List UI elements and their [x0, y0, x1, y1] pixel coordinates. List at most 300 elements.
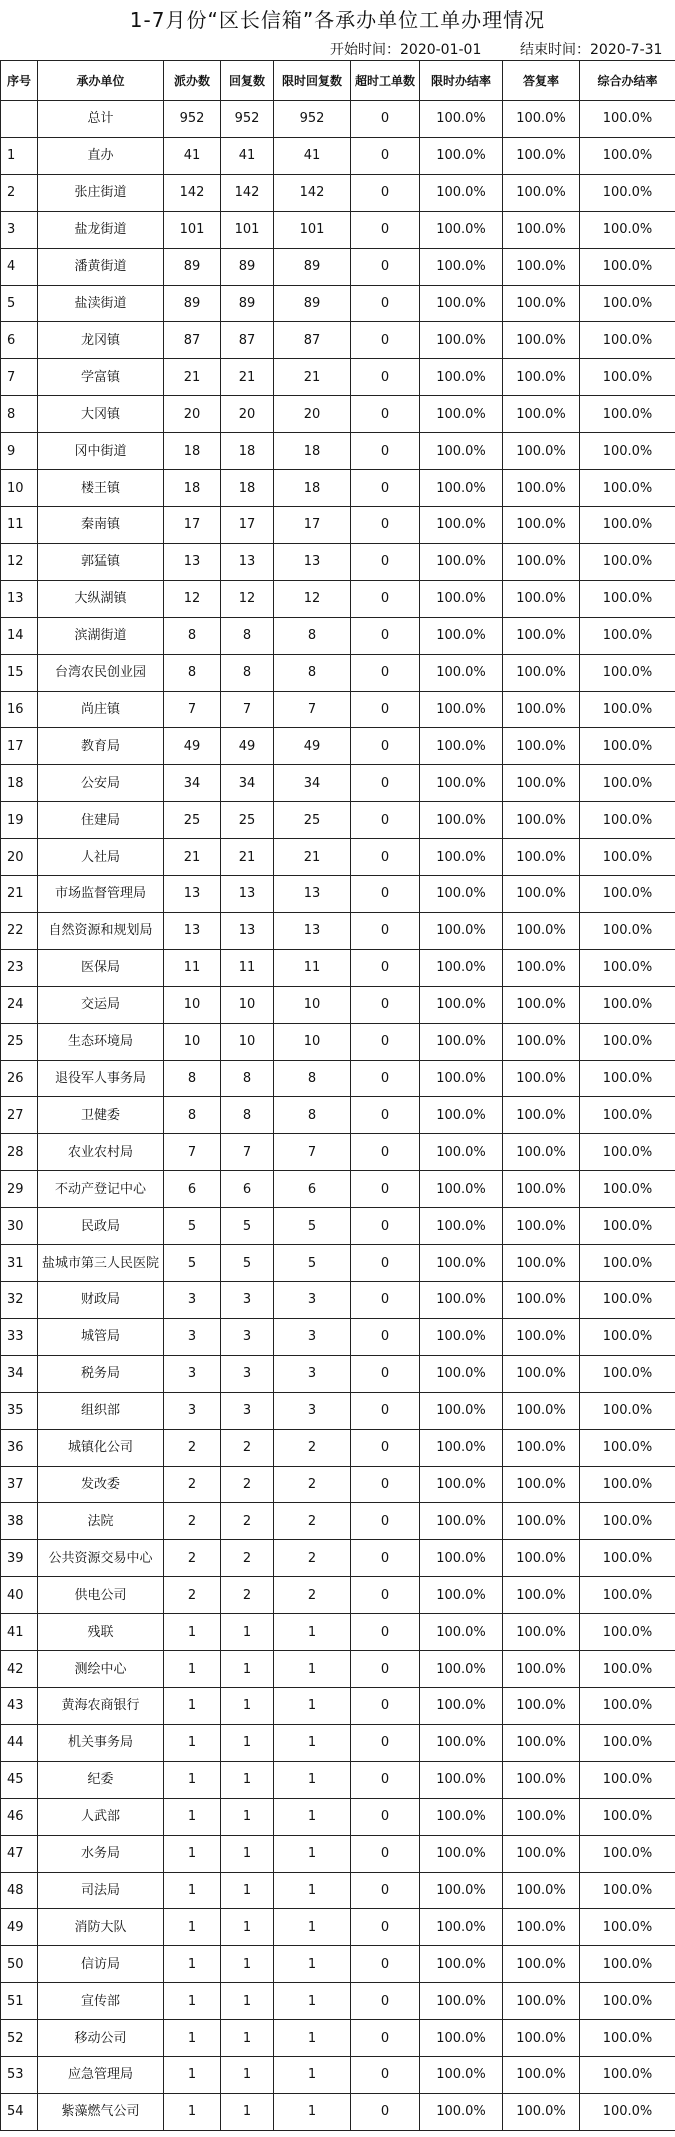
cell-timely-completion-rate: 100.0% — [420, 1540, 503, 1577]
cell-replied: 21 — [221, 839, 274, 876]
cell-index: 21 — [1, 876, 38, 913]
cell-replied: 89 — [221, 248, 274, 285]
table-body — [1, 101, 675, 2131]
cell-reply-rate: 100.0% — [503, 101, 580, 138]
cell-timely-replied: 1 — [274, 1983, 351, 2020]
table-row — [1, 1245, 675, 1282]
cell-timely-completion-rate: 100.0% — [420, 1503, 503, 1540]
cell-timely-replied: 1 — [274, 1872, 351, 1909]
cell-reply-rate: 100.0% — [503, 1724, 580, 1761]
cell-reply-rate: 100.0% — [503, 137, 580, 174]
cell-replied: 952 — [221, 101, 274, 138]
cell-replied: 3 — [221, 1355, 274, 1392]
cell-timely-replied: 41 — [274, 137, 351, 174]
cell-overdue: 0 — [351, 1724, 420, 1761]
cell-timely-replied: 5 — [274, 1208, 351, 1245]
cell-replied: 2 — [221, 1466, 274, 1503]
cell-replied: 1 — [221, 2057, 274, 2094]
table-row — [1, 543, 675, 580]
cell-overall-completion-rate: 100.0% — [580, 543, 675, 580]
cell-replied: 2 — [221, 1577, 274, 1614]
cell-replied: 8 — [221, 1060, 274, 1097]
cell-overall-completion-rate: 100.0% — [580, 1171, 675, 1208]
cell-timely-replied: 49 — [274, 728, 351, 765]
cell-replied: 10 — [221, 986, 274, 1023]
cell-replied: 2 — [221, 1540, 274, 1577]
table-row — [1, 1097, 675, 1134]
cell-overall-completion-rate: 100.0% — [580, 322, 675, 359]
cell-overall-completion-rate: 100.0% — [580, 1503, 675, 1540]
cell-index: 10 — [1, 470, 38, 507]
cell-overdue: 0 — [351, 1651, 420, 1688]
cell-timely-replied: 13 — [274, 543, 351, 580]
cell-timely-replied: 3 — [274, 1318, 351, 1355]
cell-unit: 自然资源和规划局 — [38, 912, 164, 949]
cell-timely-completion-rate: 100.0% — [420, 174, 503, 211]
cell-replied: 5 — [221, 1245, 274, 1282]
cell-index: 9 — [1, 433, 38, 470]
cell-index: 40 — [1, 1577, 38, 1614]
cell-index: 53 — [1, 2057, 38, 2094]
workorder-table — [0, 60, 675, 2131]
cell-replied: 13 — [221, 876, 274, 913]
cell-dispatched: 1 — [164, 2020, 221, 2057]
cell-overdue: 0 — [351, 802, 420, 839]
cell-timely-completion-rate: 100.0% — [420, 654, 503, 691]
cell-timely-replied: 3 — [274, 1282, 351, 1319]
cell-dispatched: 20 — [164, 396, 221, 433]
table-row — [1, 765, 675, 802]
cell-dispatched: 6 — [164, 1171, 221, 1208]
cell-timely-completion-rate: 100.0% — [420, 802, 503, 839]
col-header-timely-completion-rate: 限时办结率 — [420, 61, 503, 101]
cell-overall-completion-rate: 100.0% — [580, 912, 675, 949]
cell-unit: 学富镇 — [38, 359, 164, 396]
cell-unit: 移动公司 — [38, 2020, 164, 2057]
cell-dispatched: 21 — [164, 839, 221, 876]
cell-overall-completion-rate: 100.0% — [580, 211, 675, 248]
report-title: 1-7月份“区长信箱”各承办单位工单办理情况 — [129, 8, 546, 32]
cell-timely-completion-rate: 100.0% — [420, 396, 503, 433]
cell-timely-replied: 101 — [274, 211, 351, 248]
cell-dispatched: 8 — [164, 654, 221, 691]
cell-unit: 组织部 — [38, 1392, 164, 1429]
cell-reply-rate: 100.0% — [503, 1060, 580, 1097]
cell-unit: 滨湖街道 — [38, 617, 164, 654]
cell-unit: 龙冈镇 — [38, 322, 164, 359]
table-row — [1, 876, 675, 913]
cell-replied: 2 — [221, 1503, 274, 1540]
cell-reply-rate: 100.0% — [503, 654, 580, 691]
cell-replied: 18 — [221, 470, 274, 507]
start-time: 开始时间：2020-01-01 — [330, 42, 482, 58]
cell-replied: 8 — [221, 1097, 274, 1134]
cell-reply-rate: 100.0% — [503, 876, 580, 913]
cell-timely-completion-rate: 100.0% — [420, 137, 503, 174]
cell-timely-replied: 8 — [274, 1060, 351, 1097]
cell-timely-completion-rate: 100.0% — [420, 1798, 503, 1835]
cell-timely-replied: 1 — [274, 1909, 351, 1946]
col-header-overdue: 超时工单数 — [351, 61, 420, 101]
cell-dispatched: 8 — [164, 1060, 221, 1097]
cell-timely-replied: 12 — [274, 580, 351, 617]
cell-reply-rate: 100.0% — [503, 1687, 580, 1724]
cell-replied: 20 — [221, 396, 274, 433]
cell-overdue: 0 — [351, 1687, 420, 1724]
cell-unit: 供电公司 — [38, 1577, 164, 1614]
cell-overdue: 0 — [351, 1097, 420, 1134]
cell-replied: 11 — [221, 949, 274, 986]
table-row — [1, 617, 675, 654]
cell-reply-rate: 100.0% — [503, 691, 580, 728]
cell-index: 25 — [1, 1023, 38, 1060]
cell-dispatched: 7 — [164, 691, 221, 728]
cell-index: 17 — [1, 728, 38, 765]
cell-replied: 1 — [221, 1724, 274, 1761]
table-row — [1, 1761, 675, 1798]
cell-reply-rate: 100.0% — [503, 912, 580, 949]
cell-dispatched: 2 — [164, 1577, 221, 1614]
cell-reply-rate: 100.0% — [503, 1909, 580, 1946]
cell-reply-rate: 100.0% — [503, 2020, 580, 2057]
cell-overall-completion-rate: 100.0% — [580, 654, 675, 691]
cell-timely-completion-rate: 100.0% — [420, 1429, 503, 1466]
cell-timely-completion-rate: 100.0% — [420, 359, 503, 396]
cell-overall-completion-rate: 100.0% — [580, 1651, 675, 1688]
cell-timely-replied: 5 — [274, 1245, 351, 1282]
cell-replied: 41 — [221, 137, 274, 174]
cell-index: 19 — [1, 802, 38, 839]
cell-replied: 13 — [221, 912, 274, 949]
cell-dispatched: 3 — [164, 1392, 221, 1429]
cell-overall-completion-rate: 100.0% — [580, 617, 675, 654]
cell-dispatched: 8 — [164, 1097, 221, 1134]
cell-timely-completion-rate: 100.0% — [420, 1282, 503, 1319]
table-row — [1, 1134, 675, 1171]
cell-timely-completion-rate: 100.0% — [420, 248, 503, 285]
cell-index: 27 — [1, 1097, 38, 1134]
cell-overdue: 0 — [351, 728, 420, 765]
cell-timely-completion-rate: 100.0% — [420, 1687, 503, 1724]
cell-overall-completion-rate: 100.0% — [580, 506, 675, 543]
cell-timely-completion-rate: 100.0% — [420, 580, 503, 617]
cell-overall-completion-rate: 100.0% — [580, 1614, 675, 1651]
cell-replied: 8 — [221, 617, 274, 654]
cell-dispatched: 1 — [164, 1872, 221, 1909]
table-row — [1, 802, 675, 839]
cell-timely-replied: 1 — [274, 2093, 351, 2130]
cell-unit: 张庄街道 — [38, 174, 164, 211]
cell-unit: 教育局 — [38, 728, 164, 765]
cell-unit: 大纵湖镇 — [38, 580, 164, 617]
cell-reply-rate: 100.0% — [503, 1761, 580, 1798]
cell-dispatched: 7 — [164, 1134, 221, 1171]
table-row — [1, 728, 675, 765]
cell-index: 37 — [1, 1466, 38, 1503]
cell-index: 28 — [1, 1134, 38, 1171]
cell-index: 46 — [1, 1798, 38, 1835]
cell-dispatched: 3 — [164, 1318, 221, 1355]
cell-dispatched: 34 — [164, 765, 221, 802]
cell-timely-replied: 1 — [274, 1651, 351, 1688]
cell-reply-rate: 100.0% — [503, 1245, 580, 1282]
cell-unit: 宣传部 — [38, 1983, 164, 2020]
cell-overall-completion-rate: 100.0% — [580, 691, 675, 728]
cell-overall-completion-rate: 100.0% — [580, 359, 675, 396]
cell-reply-rate: 100.0% — [503, 580, 580, 617]
cell-index: 33 — [1, 1318, 38, 1355]
cell-unit: 应急管理局 — [38, 2057, 164, 2094]
cell-reply-rate: 100.0% — [503, 839, 580, 876]
cell-reply-rate: 100.0% — [503, 543, 580, 580]
cell-index — [1, 101, 38, 138]
cell-timely-completion-rate: 100.0% — [420, 322, 503, 359]
cell-timely-replied: 25 — [274, 802, 351, 839]
cell-reply-rate: 100.0% — [503, 949, 580, 986]
cell-index: 23 — [1, 949, 38, 986]
cell-replied: 21 — [221, 359, 274, 396]
cell-replied: 10 — [221, 1023, 274, 1060]
cell-unit: 司法局 — [38, 1872, 164, 1909]
table-row — [1, 137, 675, 174]
table-row — [1, 1466, 675, 1503]
col-header-overall-completion-rate: 综合办结率 — [580, 61, 675, 101]
cell-unit: 生态环境局 — [38, 1023, 164, 1060]
cell-dispatched: 87 — [164, 322, 221, 359]
cell-overall-completion-rate: 100.0% — [580, 1872, 675, 1909]
cell-timely-replied: 21 — [274, 839, 351, 876]
table-row — [1, 1909, 675, 1946]
cell-overall-completion-rate: 100.0% — [580, 174, 675, 211]
cell-dispatched: 12 — [164, 580, 221, 617]
cell-timely-replied: 1 — [274, 1687, 351, 1724]
cell-dispatched: 21 — [164, 359, 221, 396]
cell-unit: 冈中街道 — [38, 433, 164, 470]
cell-unit: 交运局 — [38, 986, 164, 1023]
cell-dispatched: 1 — [164, 1761, 221, 1798]
cell-timely-completion-rate: 100.0% — [420, 1392, 503, 1429]
cell-reply-rate: 100.0% — [503, 1946, 580, 1983]
cell-dispatched: 3 — [164, 1282, 221, 1319]
cell-replied: 2 — [221, 1429, 274, 1466]
cell-dispatched: 13 — [164, 912, 221, 949]
table-row — [1, 839, 675, 876]
cell-timely-replied: 1 — [274, 1761, 351, 1798]
cell-replied: 5 — [221, 1208, 274, 1245]
cell-dispatched: 18 — [164, 433, 221, 470]
cell-timely-completion-rate: 100.0% — [420, 1983, 503, 2020]
table-row — [1, 2057, 675, 2094]
cell-timely-replied: 1 — [274, 1835, 351, 1872]
cell-replied: 101 — [221, 211, 274, 248]
cell-timely-completion-rate: 100.0% — [420, 949, 503, 986]
cell-reply-rate: 100.0% — [503, 359, 580, 396]
cell-index: 31 — [1, 1245, 38, 1282]
cell-overall-completion-rate: 100.0% — [580, 1687, 675, 1724]
cell-index: 47 — [1, 1835, 38, 1872]
table-row — [1, 1171, 675, 1208]
col-header-replied: 回复数 — [221, 61, 274, 101]
cell-unit: 财政局 — [38, 1282, 164, 1319]
cell-timely-completion-rate: 100.0% — [420, 2093, 503, 2130]
cell-overdue: 0 — [351, 1983, 420, 2020]
table-row — [1, 1614, 675, 1651]
table-row — [1, 580, 675, 617]
cell-index: 2 — [1, 174, 38, 211]
cell-replied: 1 — [221, 2020, 274, 2057]
cell-reply-rate: 100.0% — [503, 1134, 580, 1171]
cell-overdue: 0 — [351, 322, 420, 359]
cell-replied: 1 — [221, 1614, 274, 1651]
total-row — [1, 101, 675, 138]
cell-reply-rate: 100.0% — [503, 1392, 580, 1429]
table-row — [1, 986, 675, 1023]
cell-replied: 3 — [221, 1392, 274, 1429]
cell-dispatched: 8 — [164, 617, 221, 654]
cell-timely-replied: 3 — [274, 1392, 351, 1429]
cell-dispatched: 10 — [164, 986, 221, 1023]
cell-dispatched: 5 — [164, 1245, 221, 1282]
cell-dispatched: 1 — [164, 1835, 221, 1872]
cell-overall-completion-rate: 100.0% — [580, 765, 675, 802]
cell-reply-rate: 100.0% — [503, 211, 580, 248]
cell-unit: 残联 — [38, 1614, 164, 1651]
cell-dispatched: 2 — [164, 1466, 221, 1503]
cell-unit: 水务局 — [38, 1835, 164, 1872]
cell-reply-rate: 100.0% — [503, 433, 580, 470]
cell-unit: 潘黄街道 — [38, 248, 164, 285]
cell-timely-replied: 142 — [274, 174, 351, 211]
cell-replied: 7 — [221, 691, 274, 728]
cell-reply-rate: 100.0% — [503, 1023, 580, 1060]
cell-overall-completion-rate: 100.0% — [580, 1392, 675, 1429]
cell-timely-replied: 1 — [274, 2020, 351, 2057]
cell-overdue: 0 — [351, 986, 420, 1023]
cell-overdue: 0 — [351, 2020, 420, 2057]
col-header-reply-rate: 答复率 — [503, 61, 580, 101]
cell-overall-completion-rate: 100.0% — [580, 1724, 675, 1761]
cell-overdue: 0 — [351, 543, 420, 580]
cell-timely-completion-rate: 100.0% — [420, 728, 503, 765]
cell-index: 26 — [1, 1060, 38, 1097]
cell-index: 50 — [1, 1946, 38, 1983]
cell-timely-replied: 952 — [274, 101, 351, 138]
cell-overall-completion-rate: 100.0% — [580, 137, 675, 174]
table-row — [1, 1392, 675, 1429]
cell-overall-completion-rate: 100.0% — [580, 396, 675, 433]
cell-overall-completion-rate: 100.0% — [580, 580, 675, 617]
cell-overall-completion-rate: 100.0% — [580, 1983, 675, 2020]
cell-dispatched: 1 — [164, 1651, 221, 1688]
cell-timely-completion-rate: 100.0% — [420, 2057, 503, 2094]
table-row — [1, 1355, 675, 1392]
table-row — [1, 396, 675, 433]
cell-reply-rate: 100.0% — [503, 1503, 580, 1540]
cell-dispatched: 13 — [164, 543, 221, 580]
cell-timely-replied: 2 — [274, 1577, 351, 1614]
cell-index: 5 — [1, 285, 38, 322]
cell-reply-rate: 100.0% — [503, 1282, 580, 1319]
cell-index: 7 — [1, 359, 38, 396]
table-row — [1, 1577, 675, 1614]
cell-overdue: 0 — [351, 1318, 420, 1355]
cell-dispatched: 2 — [164, 1540, 221, 1577]
cell-unit: 公共资源交易中心 — [38, 1540, 164, 1577]
cell-dispatched: 1 — [164, 1798, 221, 1835]
cell-overall-completion-rate: 100.0% — [580, 470, 675, 507]
cell-replied: 89 — [221, 285, 274, 322]
cell-timely-completion-rate: 100.0% — [420, 1577, 503, 1614]
cell-timely-completion-rate: 100.0% — [420, 1651, 503, 1688]
cell-timely-completion-rate: 100.0% — [420, 765, 503, 802]
cell-index: 29 — [1, 1171, 38, 1208]
cell-reply-rate: 100.0% — [503, 1208, 580, 1245]
cell-overdue: 0 — [351, 654, 420, 691]
cell-dispatched: 1 — [164, 2057, 221, 2094]
cell-unit: 住建局 — [38, 802, 164, 839]
table-row — [1, 433, 675, 470]
table-row — [1, 174, 675, 211]
table-row — [1, 211, 675, 248]
cell-unit: 纪委 — [38, 1761, 164, 1798]
cell-timely-replied: 8 — [274, 1097, 351, 1134]
cell-unit: 秦南镇 — [38, 506, 164, 543]
cell-overdue: 0 — [351, 1614, 420, 1651]
cell-overall-completion-rate: 100.0% — [580, 1761, 675, 1798]
cell-overall-completion-rate: 100.0% — [580, 2057, 675, 2094]
cell-dispatched: 25 — [164, 802, 221, 839]
cell-timely-completion-rate: 100.0% — [420, 433, 503, 470]
table-row — [1, 1282, 675, 1319]
cell-reply-rate: 100.0% — [503, 1355, 580, 1392]
cell-timely-replied: 13 — [274, 876, 351, 913]
cell-timely-completion-rate: 100.0% — [420, 1318, 503, 1355]
cell-replied: 142 — [221, 174, 274, 211]
cell-timely-completion-rate: 100.0% — [420, 1171, 503, 1208]
cell-overdue: 0 — [351, 1134, 420, 1171]
cell-overall-completion-rate: 100.0% — [580, 1540, 675, 1577]
cell-index: 49 — [1, 1909, 38, 1946]
cell-reply-rate: 100.0% — [503, 1318, 580, 1355]
cell-replied: 12 — [221, 580, 274, 617]
cell-timely-completion-rate: 100.0% — [420, 986, 503, 1023]
cell-reply-rate: 100.0% — [503, 1872, 580, 1909]
cell-unit: 郭猛镇 — [38, 543, 164, 580]
cell-dispatched: 101 — [164, 211, 221, 248]
cell-index: 4 — [1, 248, 38, 285]
cell-replied: 34 — [221, 765, 274, 802]
table-row — [1, 506, 675, 543]
cell-timely-completion-rate: 100.0% — [420, 506, 503, 543]
table-row — [1, 285, 675, 322]
cell-unit: 发改委 — [38, 1466, 164, 1503]
table-row — [1, 470, 675, 507]
cell-dispatched: 3 — [164, 1355, 221, 1392]
cell-replied: 6 — [221, 1171, 274, 1208]
cell-overdue: 0 — [351, 912, 420, 949]
cell-unit: 公安局 — [38, 765, 164, 802]
cell-timely-replied: 21 — [274, 359, 351, 396]
cell-overall-completion-rate: 100.0% — [580, 1798, 675, 1835]
cell-timely-completion-rate: 100.0% — [420, 1023, 503, 1060]
cell-overall-completion-rate: 100.0% — [580, 1245, 675, 1282]
cell-reply-rate: 100.0% — [503, 285, 580, 322]
cell-unit: 城管局 — [38, 1318, 164, 1355]
cell-reply-rate: 100.0% — [503, 1651, 580, 1688]
cell-replied: 49 — [221, 728, 274, 765]
cell-overdue: 0 — [351, 1761, 420, 1798]
cell-reply-rate: 100.0% — [503, 322, 580, 359]
